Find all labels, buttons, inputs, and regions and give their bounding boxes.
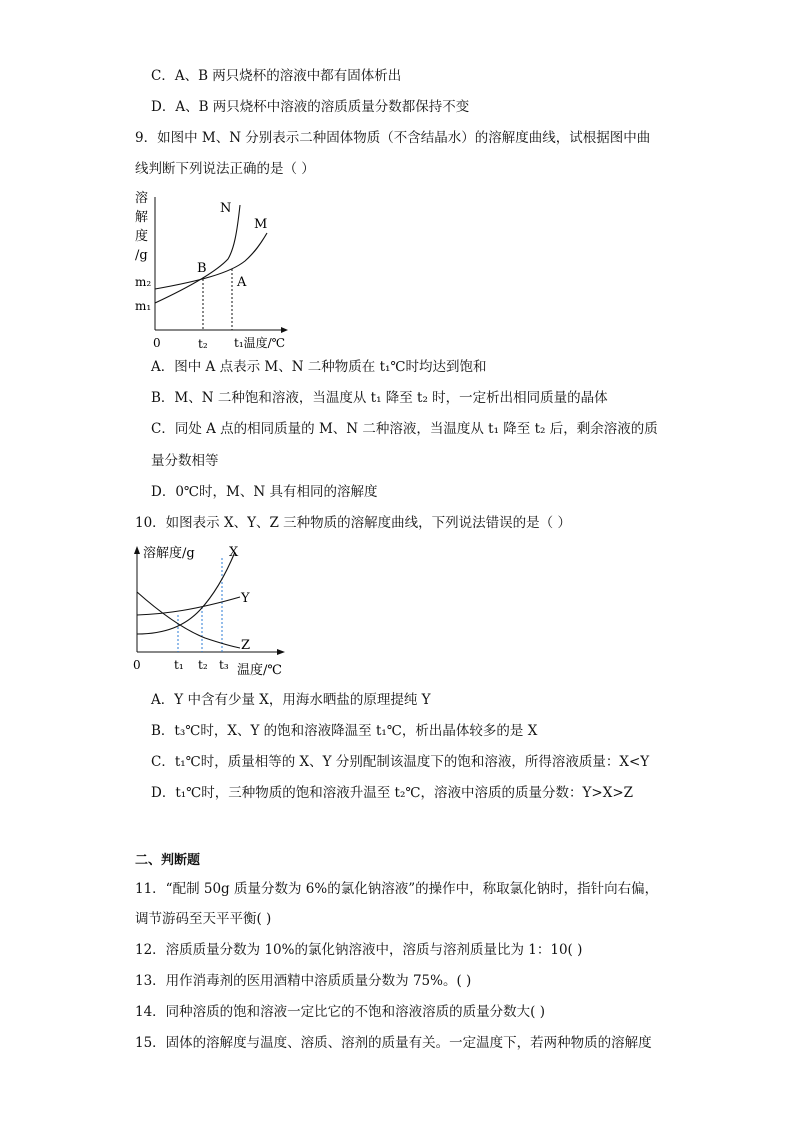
section-title: 二、判断题 <box>135 853 201 868</box>
q10-tick-t2: t₂ <box>198 658 208 672</box>
q10-curve-y <box>137 597 240 615</box>
q9-point-a-label: A <box>237 275 247 290</box>
q9-solubility-figure <box>130 185 290 353</box>
q9-stem-line1: 9．如图中 M、N 分别表示二种固体物质（不含结晶水）的溶解度曲线，试根据图中曲 <box>135 130 651 146</box>
q9-x-label: t₁温度/℃ <box>234 336 286 350</box>
q15-line1: 15．固体的溶解度与温度、溶质、溶剂的质量有关。一定温度下，若两种物质的溶解度 <box>135 1035 652 1051</box>
q10-x-label: 温度/℃ <box>237 663 282 678</box>
q12: 12．溶质质量分数为 10%的氯化钠溶液中，溶质与溶剂质量比为 1：10( ) <box>135 942 583 958</box>
q9-option-a: A．图中 A 点表示 M、N 二种物质在 t₁℃时均达到饱和 <box>151 359 487 375</box>
q8-option-c: C．A、B 两只烧杯的溶液中都有固体析出 <box>151 68 402 84</box>
q9-stem-line2: 线判断下列说法正确的是（ ） <box>135 161 315 177</box>
q9-curve-m-label: M <box>254 217 268 232</box>
q10-y-arrow <box>134 546 140 554</box>
q9-y-label-3: 度 <box>135 229 149 244</box>
q9-y-label-1: 溶 <box>135 191 149 206</box>
q9-x-tick-t2: t₂ <box>198 337 208 351</box>
q11-line1: 11．“配制 50g 质量分数为 6%的氯化钠溶液”的操作中，称取氯化钠时，指针向右偏， <box>135 881 659 897</box>
q10-option-b: B．t₃℃时，X、Y 的饱和溶液降温至 t₁℃，析出晶体较多的是 X <box>151 723 538 739</box>
q10-y-label: 溶解度/g <box>143 546 195 561</box>
q10-option-c: C．t₁℃时，质量相等的 X、Y 分别配制该温度下的饱和溶液，所得溶液质量：X<Y <box>151 754 650 770</box>
q9-point-b-label: B <box>197 261 207 276</box>
q9-y-tick-m2: m₂ <box>135 275 152 289</box>
q11-line2: 调节游码至天平平衡( ) <box>135 911 272 927</box>
q9-option-c-line2: 量分数相等 <box>151 453 219 469</box>
q10-option-d: D．t₁℃时，三种物质的饱和溶液升温至 t₂℃，溶液中溶质的质量分数：Y>X>Z <box>151 785 634 801</box>
q10-curve-x-label: X <box>229 545 239 560</box>
q9-y-label-2: 解 <box>135 210 149 225</box>
q10-stem: 10．如图表示 X、Y、Z 三种物质的溶解度曲线，下列说法错误的是（ ） <box>135 515 571 531</box>
q14: 14．同种溶质的饱和溶液一定比它的不饱和溶液溶质的质量分数大( ) <box>135 1004 546 1020</box>
q10-tick-t3: t₃ <box>219 658 229 672</box>
q9-curve-n-label: N <box>220 201 232 216</box>
q9-option-d: D．0℃时，M、N 具有相同的溶解度 <box>151 484 378 500</box>
q9-curve-n <box>155 205 240 303</box>
q9-option-b: B．M、N 二种饱和溶液，当温度从 t₁ 降至 t₂ 时，一定析出相同质量的晶体 <box>151 390 608 406</box>
q9-option-c-line1: C．同处 A 点的相同质量的 M、N 二种溶液，当温度从 t₁ 降至 t₂ 后，剩余溶液的质 <box>151 421 658 437</box>
q10-curve-x <box>137 552 235 634</box>
q13: 13．用作消毒剂的医用酒精中溶质质量分数为 75%。( ) <box>135 973 472 989</box>
q9-y-label-4: /g <box>135 248 148 263</box>
q9-x-arrow <box>281 327 288 333</box>
q10-x-arrow <box>277 649 285 655</box>
q10-origin: 0 <box>133 658 141 672</box>
q8-option-d: D．A、B 两只烧杯中溶液的溶质质量分数都保持不变 <box>151 99 470 115</box>
q9-y-tick-m1: m₁ <box>135 299 152 313</box>
q10-tick-t1: t₁ <box>174 658 184 672</box>
q10-solubility-figure <box>125 540 295 678</box>
q10-option-a: A．Y 中含有少量 X，用海水晒盐的原理提纯 Y <box>151 692 431 708</box>
q10-curve-y-label: Y <box>241 591 250 606</box>
q9-origin: 0 <box>153 336 161 350</box>
q10-curve-z-label: Z <box>241 638 251 653</box>
